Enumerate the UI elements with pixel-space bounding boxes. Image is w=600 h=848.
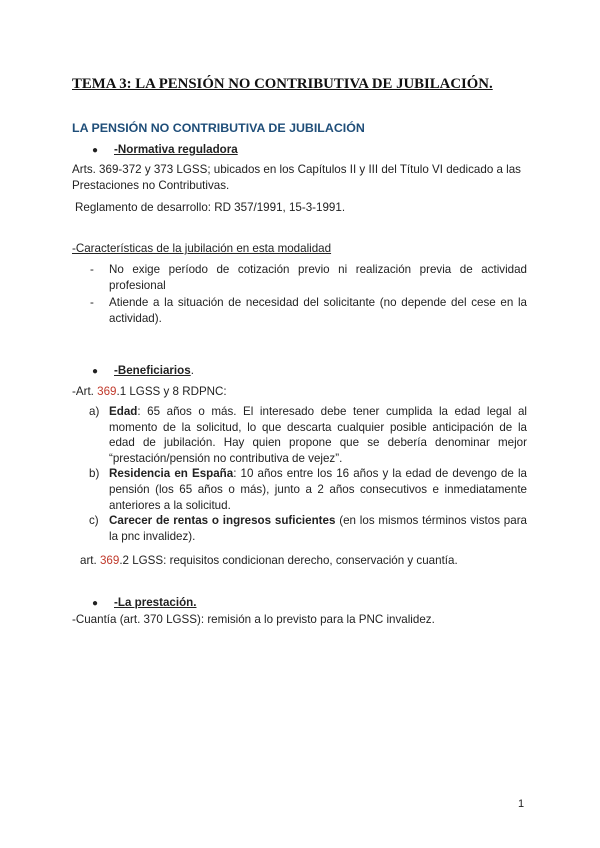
list-item bbox=[89, 466, 527, 513]
requirement-label: Edad bbox=[109, 405, 138, 418]
beneficiarios-heading: -Beneficiarios bbox=[114, 364, 191, 377]
list-item bbox=[89, 513, 527, 544]
list-marker: - bbox=[90, 296, 94, 310]
requirement-label: Carecer de rentas o ingresos suficientes bbox=[109, 514, 336, 528]
beneficiarios-reference bbox=[72, 384, 227, 400]
page-number: 1 bbox=[518, 798, 525, 810]
requirement-text: : 10 años entre los 16 años y la edad de devengo de la pensión (los 65 años o más), junto a 2 años consecutivos e inmediatamente anteriores a la solicitud. bbox=[109, 467, 527, 512]
beneficiarios-heading-row bbox=[92, 363, 194, 380]
beneficiarios-reference-2 bbox=[80, 553, 458, 569]
normativa-heading-row bbox=[92, 142, 238, 159]
beneficiarios-list bbox=[89, 404, 527, 544]
list-item-text: No exige período de cotización previo ni realización previa de actividad profesional bbox=[109, 263, 527, 292]
reference-prefix: art. bbox=[80, 554, 100, 567]
list-item bbox=[90, 295, 527, 326]
beneficiarios-heading-suffix: . bbox=[190, 364, 194, 377]
bullet-icon: ● bbox=[92, 145, 99, 156]
list-marker: c) bbox=[89, 514, 99, 528]
prestacion-heading: -La prestación. bbox=[114, 596, 197, 609]
reference-prefix: -Art. bbox=[72, 385, 98, 398]
list-item-text: Atiende a la situación de necesidad del solicitante (no depende del cese en la actividad). bbox=[109, 296, 527, 325]
list-item bbox=[90, 262, 527, 293]
reference-suffix: .2 LGSS: requisitos condicionan derecho, conservación y cuantía. bbox=[119, 554, 458, 567]
caracteristicas-heading: -Características de la jubilación en esta modalidad bbox=[72, 242, 332, 255]
reference-suffix: .1 LGSS y 8 RDPNC: bbox=[116, 385, 227, 398]
requirement-text: : 65 años o más. El interesado debe tener cumplida la edad legal al momento de la solicitud, lo que descarta cualquier posible anticipación de la edad de jubilación. Hay quien propone que se debería denominar mejor “prestación/pensión no contributiva de vejez”. bbox=[109, 405, 527, 465]
caracteristicas-list bbox=[90, 262, 527, 328]
reference-article-number: 369 bbox=[97, 385, 117, 398]
requirement-label: Residencia en España bbox=[109, 467, 234, 481]
list-item bbox=[89, 404, 527, 466]
normativa-text-1: Arts. 369-372 y 373 LGSS; ubicados en los Capítulos II y III del Título VI dedicado a las Prestaciones no Contributivas. bbox=[72, 163, 521, 192]
page-title: TEMA 3: LA PENSIÓN NO CONTRIBUTIVA DE JUBILACIÓN. bbox=[72, 76, 493, 92]
bullet-icon: ● bbox=[92, 366, 99, 377]
normativa-text-2: Reglamento de desarrollo: RD 357/1991, 15-3-1991. bbox=[75, 201, 346, 214]
requirement-text: (en los mismos términos vistos para la pnc invalidez). bbox=[109, 514, 528, 543]
prestacion-text: -Cuantía (art. 370 LGSS): remisión a lo previsto para la PNC invalidez. bbox=[72, 613, 435, 626]
list-marker: - bbox=[90, 263, 94, 276]
list-marker: a) bbox=[89, 405, 100, 418]
prestacion-heading-row bbox=[92, 595, 196, 612]
bullet-icon: ● bbox=[92, 598, 99, 609]
list-marker: b) bbox=[89, 467, 100, 481]
normativa-heading: -Normativa reguladora bbox=[114, 143, 238, 156]
section-heading: LA PENSIÓN NO CONTRIBUTIVA DE JUBILACIÓN bbox=[72, 121, 365, 135]
reference-article-number: 369 bbox=[99, 554, 120, 567]
